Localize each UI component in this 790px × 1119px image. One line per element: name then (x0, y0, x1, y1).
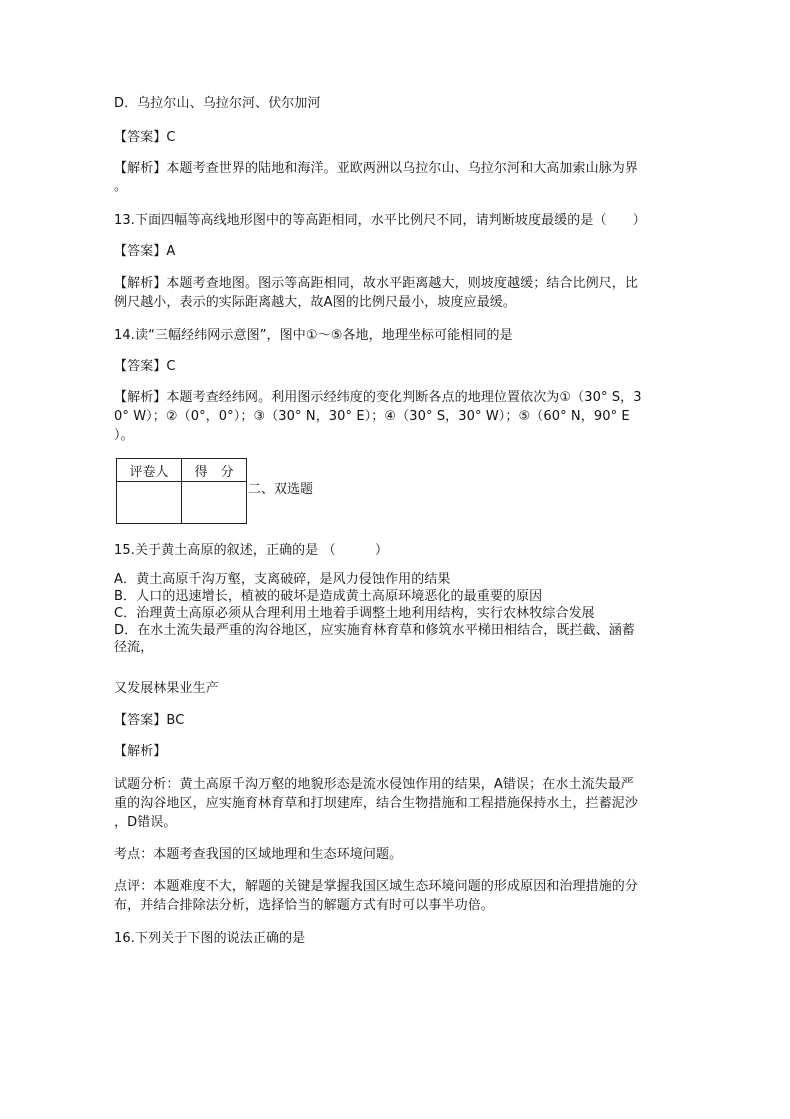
q14-explanation-line2: 0° W）；②（0°，0°）；③（30° N，30° E）；④（30° S，30° W）；⑤（60° N，90° E (114, 409, 630, 424)
q15-comment-line1: 点评：本题难度不大，解题的关键是掌握我国区域生态环境问题的形成原因和治理措施的分 (114, 879, 639, 894)
q15-option-d-line2: 径流， (114, 640, 154, 655)
q13-explanation-line1: 【解析】本题考查地图。图示等高距相同，故水平距离越大，则坡度越缓；结合比例尺，比 (114, 276, 639, 291)
q13-stem: 13.下面四幅等高线地形图中的等高距相同，水平比例尺不同，请判断坡度最缓的是（ ） (114, 213, 646, 228)
score-table-grader-cell (117, 482, 182, 524)
q12-explanation-end: 。 (114, 179, 128, 194)
q15-option-d-line3: 又发展林果业生产 (114, 681, 219, 696)
q14-explanation-line1: 【解析】本题考查经纬网。利用图示经纬度的变化判断各点的地理位置依次为①（30° S，3 (114, 390, 642, 405)
q15-option-d-line1: D．在水土流失最严重的沟谷地区，应实施育林育草和修筑水平梯田相结合，既拦截、涵蓄 (114, 623, 636, 638)
q12-option-d: D．乌拉尔山、乌拉尔河、伏尔加河 (114, 96, 321, 111)
q15-stem: 15.关于黄土高原的叙述，正确的是 （ ） (114, 543, 389, 558)
score-table-score-header: 得 分 (182, 459, 247, 482)
q15-point: 考点：本题考查我国的区域地理和生态环境问题。 (114, 847, 403, 862)
q14-answer: 【答案】C (114, 359, 176, 374)
score-table-score-cell (182, 482, 247, 524)
q14-explanation-line3: ）。 (114, 428, 134, 443)
score-table-grader-header: 评卷人 (117, 459, 182, 482)
q12-explanation: 【解析】本题考查世界的陆地和海洋。亚欧两洲以乌拉尔山、乌拉尔河和大高加索山脉为界 (114, 161, 639, 176)
q15-option-a: A．黄土高原千沟万壑，支离破碎，是风力侵蚀作用的结果 (114, 572, 451, 587)
q15-comment-line2: 布，并结合排除法分析，选择恰当的解题方式有时可以事半功倍。 (114, 898, 494, 913)
score-table (116, 458, 247, 524)
q15-analysis-line3: ，D错误。 (114, 815, 177, 830)
q15-analysis-line1: 试题分析：黄土高原千沟万壑的地貌形态是流水侵蚀作用的结果，A错误；在水土流失最严 (114, 777, 634, 792)
q13-explanation-line2: 例尺越小，表示的实际距离越大，故A图的比例尺最小，坡度应最缓。 (114, 295, 516, 310)
q15-option-c: C．治理黄土高原必须从合理利用土地着手调整土地利用结构，实行农林牧综合发展 (114, 606, 595, 621)
q15-answer: 【答案】BC (114, 713, 185, 728)
q16-stem: 16.下列关于下图的说法正确的是 (114, 931, 306, 946)
q15-explanation-title: 【解析】 (114, 744, 167, 759)
q15-options (114, 571, 635, 656)
q13-answer: 【答案】A (114, 244, 176, 259)
q15-analysis-line2: 重的沟谷地区，应实施育林育草和打坝建库，结合生物措施和工程措施保持水土，拦蓄泥沙 (114, 796, 639, 811)
q15-option-b: B．人口的迅速增长，植被的破坏是造成黄土高原环境恶化的最重要的原因 (114, 589, 543, 604)
q12-answer: 【答案】C (114, 130, 176, 145)
section-title: 二、双选题 (248, 482, 314, 497)
q14-stem: 14.读“三幅经纬网示意图”，图中①～⑤各地，地理坐标可能相同的是 (114, 328, 513, 343)
